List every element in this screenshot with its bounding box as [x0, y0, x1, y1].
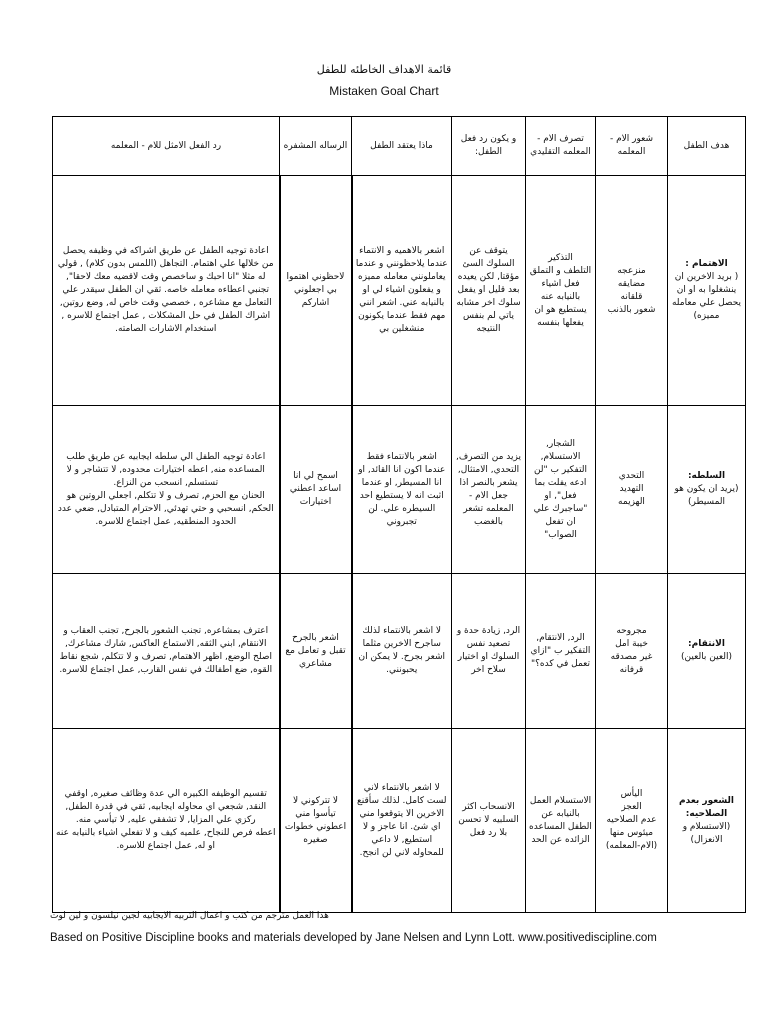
- reaction-cell: التذكير التلطف و التملق فعل اشياء بالنيابه عنه يستطيع هو ان يفعلها بنفسه: [526, 176, 596, 406]
- goal-description: (الاستسلام و الانعزال): [682, 821, 731, 845]
- table-row: [53, 176, 746, 406]
- reaction-cell: الرد, الانتقام, التفكير ب "ازاي تعمل في كده؟": [526, 574, 596, 729]
- feeling-cell: منزعجه مضايقه قلقانه شعور بالذنب: [596, 176, 668, 406]
- feeling-cell: مجروحه خيبة امل غير مصدقه قرفانه: [596, 574, 668, 729]
- goal-description: (يريد ان يكون هو المسيطر): [674, 484, 739, 507]
- response-cell: يتوقف عن السلوك السئ مؤقتا, لكن يعيده بعد قليل او يفعل سلوك اخر مشابه ياتي لم بنفس النتيجه: [452, 176, 526, 406]
- feeling-cell: التحدي التهديد الهزيمه: [596, 406, 668, 574]
- response-cell: الانسحاب اكثر السلبيه لا تحسن بلا رد فعل: [452, 729, 526, 913]
- proactive-cell: تقسيم الوظيفه الكبيره الي عدة وظائف صغيره, اوقفي النقد, شجعي اي محاوله ايجابيه, ثقي في قدرة الطفل, ركزي علي المزايا, لا تشفقي عليه, لا تيأسي منه. اعطه فرص للنجاح, علميه كيف و لا تفعلي اشياء بالنيابه عنه او له, عمل اجتماع للاسره.: [53, 729, 280, 913]
- credit-english: Based on Positive Discipline books and materials developed by Jane Nelsen and Lynn Lott. www.positivediscipline.com: [50, 932, 657, 944]
- response-cell: يزيد من التصرف, التحدي, الامتثال, يشعر بالنصر اذا جعل الام - المعلمه تشعر بالغضب: [452, 406, 526, 574]
- header-belief: ماذا يعتقد الطفل: [352, 117, 452, 176]
- header-coded-message: الرساله المشفره: [280, 117, 352, 176]
- message-cell: اشعر بالجرح تقبل و تعامل مع مشاعري: [280, 574, 352, 729]
- header-parent-reaction: تصرف الام - المعلمه التقليدي: [526, 117, 596, 176]
- title-arabic: قائمة الاهداف الخاطئه للطفل: [316, 63, 452, 76]
- header-parent-feeling: شعور الام - المعلمه: [596, 117, 668, 176]
- goal-cell: [668, 176, 746, 406]
- message-cell: لاحظوني اهتموا بي اجعلوني اشاركم: [280, 176, 352, 406]
- credit-arabic: هذا العمل مترجم من كتب و اعمال التربيه الايجابيه لجين نيلسون و لين لوت: [50, 911, 329, 921]
- mistaken-goal-table: [52, 116, 746, 913]
- belief-cell: اشعر بالاهميه و الانتماء عندما يلاحظونني و عندما يعاملونني معامله مميزه و يفعلون اشياء لي او بالنيابه عني. اشعر انني مهم فقط عندما يكونون منشغلين بي: [352, 176, 452, 406]
- goal-description: ( بريد الاخرين ان ينشغلوا به او ان يحصل علي معامله مميزه): [671, 272, 742, 321]
- goal-title: الاهتمام :: [685, 259, 728, 269]
- belief-cell: اشعر بالانتماء فقط عندما اكون انا القائد, او انا المسيطر, او عندما اثبت انه لا يستطيع احد السيطره علي. لن تجبروني: [352, 406, 452, 574]
- table-row: [53, 574, 746, 729]
- table-row: [53, 406, 746, 574]
- response-cell: الرد, زيادة حدة و تصعيد نفس السلوك او اختيار سلاح اخر: [452, 574, 526, 729]
- message-cell: اسمح لي انا اساعد اعطني اختيارات: [280, 406, 352, 574]
- reaction-cell: الشجار, الاستسلام, التفكير ب "لن ادعه يفلت بما فعل", او "ساجبرك علي ان تفعل الصواب": [526, 406, 596, 574]
- proactive-cell: اعادة توجيه الطفل الي سلطه ايجابيه عن طريق طلب المساعده منه, اعطه اختيارات محدوده, لا تتشاجر و لا تستسلم, انسحب من النزاع. الحنان مع الحزم, تصرف و لا تتكلم, اجعلي الروتين هو الحكم, انسحبي و حتي تهدئي, الاحترام المتبادل, ضعي عدد الحدود المنطقيه, عمل اجتماع للاسره.: [53, 406, 280, 574]
- goal-title: السلطه:: [687, 471, 726, 481]
- goal-cell: [668, 574, 746, 729]
- proactive-cell: اعترف بمشاعره, تجنب الشعور بالجرح, تجنب العقاب و الانتقام, ابني الثقه, الاستماع العاكس, شارك مشاعرك, اصلح الوضع, اظهر الاهتمام, تصرف و لا تتكلم, شجع نقاط القوه, ضع اطفالك في نفس القارب, عمل اجتماع للاسره.: [53, 574, 280, 729]
- header-row: [53, 117, 746, 176]
- goal-cell: [668, 406, 746, 574]
- goal-cell: [668, 729, 746, 913]
- belief-cell: لا اشعر بالانتماء لاني لست كامل. لذلك سأقنع الاخرين الا يتوقعوا مني اي شئ. انا عاجز و لا استطيع, لا داعي للمحاوله لاني لن انجح.: [352, 729, 452, 913]
- feeling-cell: اليأس العجز عدم الصلاحيه ميئوس منها (الام-المعلمه): [596, 729, 668, 913]
- header-goal: هدف الطفل: [668, 117, 746, 176]
- header-proactive: رد الفعل الامثل للام - المعلمه: [53, 117, 280, 176]
- header-child-response: و يكون رد فعل الطفل:: [452, 117, 526, 176]
- title-english: Mistaken Goal Chart: [329, 84, 439, 98]
- table-row: [53, 729, 746, 913]
- reaction-cell: الاستسلام العمل بالنيابه عن الطفل المساعده الزائده عن الحد: [526, 729, 596, 913]
- goal-title: الانتقام:: [688, 639, 725, 649]
- goal-description: (العين بالعين): [681, 652, 732, 662]
- message-cell: لا تتركوني لا تيأسوا مني اعطوني خطوات صغيره: [280, 729, 352, 913]
- proactive-cell: اعادة توجيه الطفل عن طريق اشراكه في وظيفه يحصل من خلالها علي اهتمام. التجاهل (اللمس بدون كلام) , قولي له مثلا "انا احبك و ساخصص وقت لاقضيه معك لاحقا", تجنبي اعطاءه معامله خاصه. ثقي ان الطفل سيقدر علي التعامل مع مشاعره , خصصي وقت خاص له, وضع روتين, اشراك الطفل في حل المشكلات , عمل اجتماع للاسره , استخدام الاشارات الصامته.: [53, 176, 280, 406]
- goal-title: الشعور بعدم الصلاحيه:: [679, 795, 734, 819]
- belief-cell: لا اشعر بالانتماء لذلك ساجرح الاخرين مثلما اشعر بجرح. لا يمكن ان يحبونني.: [352, 574, 452, 729]
